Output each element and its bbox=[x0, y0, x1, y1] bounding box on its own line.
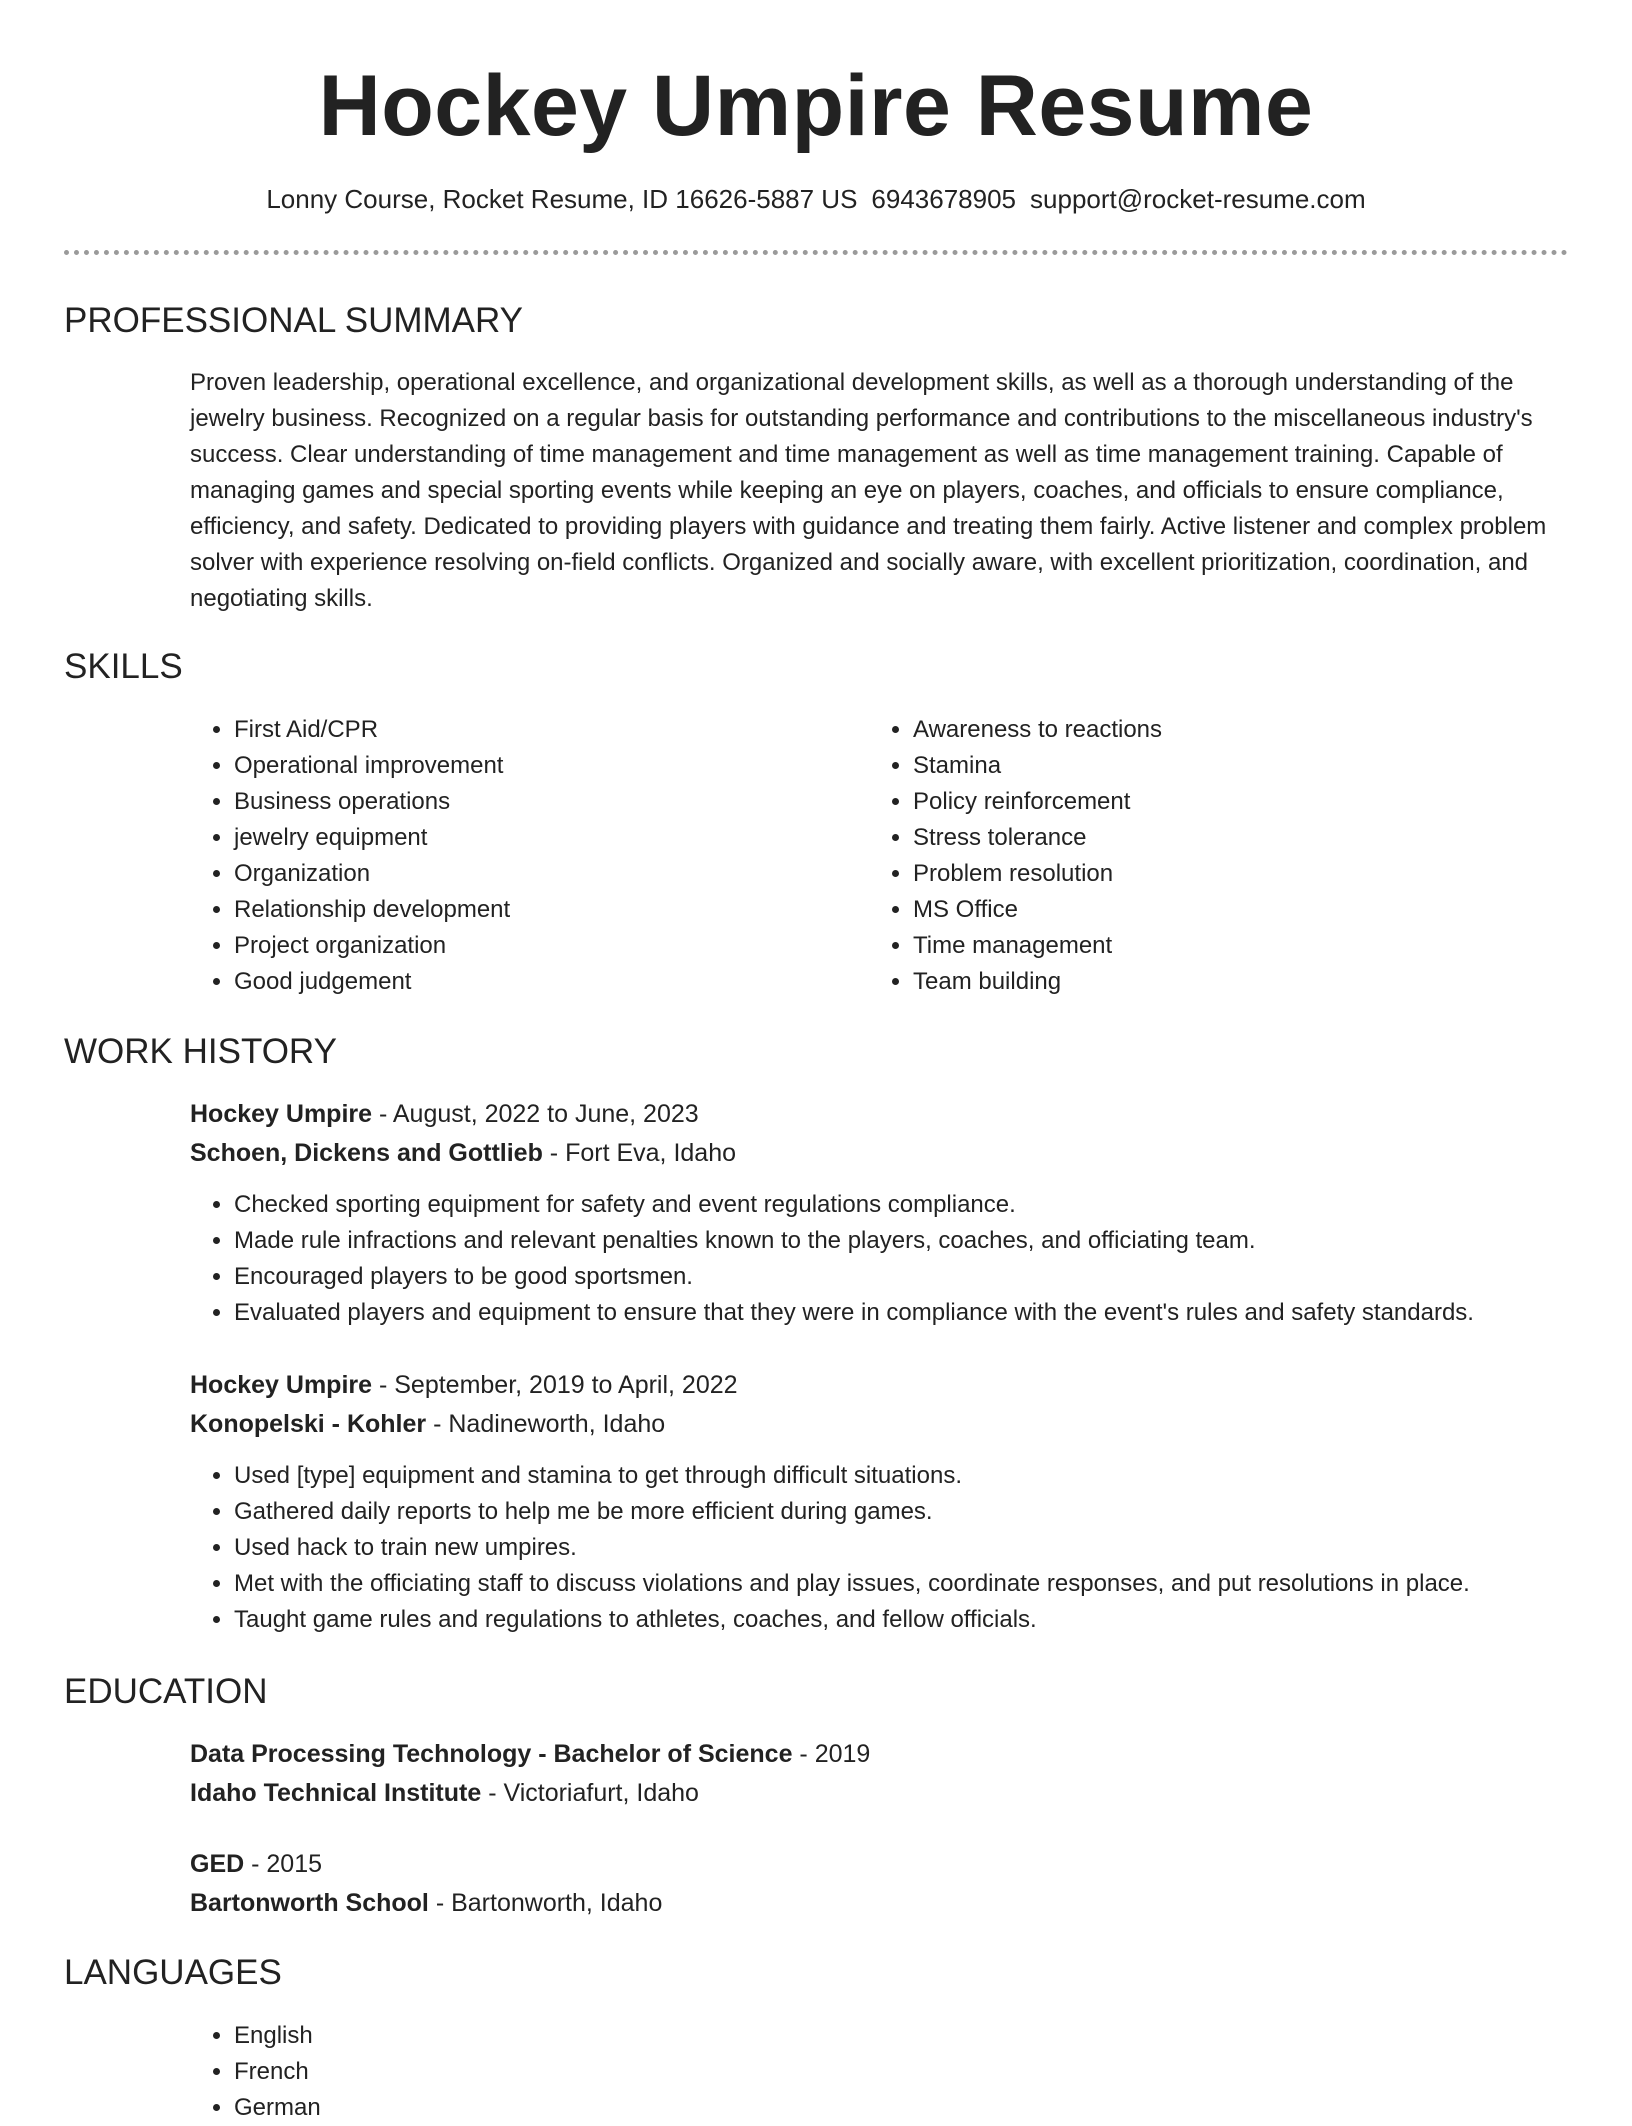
education-school: Idaho Technical Institute bbox=[190, 1779, 482, 1807]
job-duty: • Taught game rules and regulations to athletes, coaches, and fellow officials. bbox=[234, 1602, 1590, 1638]
section-heading-education: EDUCATION bbox=[64, 1672, 268, 1711]
contact-line bbox=[0, 181, 1632, 217]
language-item: • English bbox=[234, 2018, 321, 2054]
skill-item: • Organization bbox=[234, 856, 850, 892]
job-location: - Nadineworth, Idaho bbox=[426, 1410, 666, 1438]
job-duties-list bbox=[0, 1187, 1590, 1331]
contact-email: support@rocket-resume.com bbox=[1030, 184, 1366, 214]
job-company: Schoen, Dickens and Gottlieb bbox=[190, 1139, 543, 1167]
job-entry bbox=[190, 1095, 1590, 1331]
skill-item: • First Aid/CPR bbox=[234, 712, 850, 748]
skill-item: • Policy reinforcement bbox=[913, 784, 1529, 820]
job-duty: • Made rule infractions and relevant penalties known to the players, coaches, and officiating team. bbox=[234, 1223, 1590, 1259]
skill-item: • Stamina bbox=[913, 748, 1529, 784]
language-item: • French bbox=[234, 2054, 321, 2090]
skill-item: • Stress tolerance bbox=[913, 820, 1529, 856]
job-duties-list bbox=[0, 1458, 1590, 1638]
education-location: - Victoriafurt, Idaho bbox=[481, 1779, 699, 1807]
education-entry bbox=[190, 1735, 1490, 1813]
section-heading-skills: SKILLS bbox=[64, 647, 183, 686]
job-title-line bbox=[190, 1095, 1590, 1134]
education-degree-line bbox=[190, 1845, 1490, 1884]
skills-left-column bbox=[190, 712, 850, 1000]
skills-left-list bbox=[190, 712, 850, 1000]
job-dates: - September, 2019 to April, 2022 bbox=[372, 1371, 738, 1399]
job-company-line bbox=[190, 1405, 1590, 1444]
job-duty: • Gathered daily reports to help me be more efficient during games. bbox=[234, 1494, 1590, 1530]
job-duty: • Encouraged players to be good sportsmen. bbox=[234, 1259, 1590, 1295]
skill-item: • Project organization bbox=[234, 928, 850, 964]
job-company: Konopelski - Kohler bbox=[190, 1410, 427, 1438]
skill-item: • Time management bbox=[913, 928, 1529, 964]
education-school: Bartonworth School bbox=[190, 1889, 429, 1917]
job-duty: • Used [type] equipment and stamina to get through difficult situations. bbox=[234, 1458, 1590, 1494]
job-duty: • Checked sporting equipment for safety and event regulations compliance. bbox=[234, 1187, 1590, 1223]
contact-phone: 6943678905 bbox=[871, 184, 1017, 214]
education-location: - Bartonworth, Idaho bbox=[428, 1889, 663, 1917]
job-title: Hockey Umpire bbox=[190, 1371, 373, 1399]
education-school-line bbox=[190, 1884, 1490, 1923]
job-company-line bbox=[190, 1134, 1590, 1173]
education-entry bbox=[190, 1845, 1490, 1923]
skills-right-list bbox=[869, 712, 1529, 1000]
section-heading-work-history: WORK HISTORY bbox=[64, 1032, 337, 1071]
job-duty: • Used hack to train new umpires. bbox=[234, 1530, 1590, 1566]
skill-item: • Operational improvement bbox=[234, 748, 850, 784]
skill-item: • Awareness to reactions bbox=[913, 712, 1529, 748]
education-degree-line bbox=[190, 1735, 1490, 1774]
job-dates: - August, 2022 to June, 2023 bbox=[372, 1100, 699, 1128]
education-year: - 2015 bbox=[244, 1850, 323, 1878]
page-title: Hockey Umpire Resume bbox=[318, 58, 1314, 154]
skill-item: • Business operations bbox=[234, 784, 850, 820]
language-item: • German bbox=[234, 2090, 321, 2126]
summary-text: Proven leadership, operational excellence, and organizational development skills, as well as a thorough understanding of the jewelry business. Recognized on a regular basis for outstanding performance and contributions to the miscellaneous industry's success. Clear understanding of time management and time management as well as time management training. Capable of managing games and special sporting events while keeping an eye on players, coaches, and officials to ensure compliance, efficiency, and safety. Dedicated to providing players with guidance and treating them fairly. Active listener and complex problem solver with experience resolving on-field conflicts. Organized and socially aware, with excellent prioritization, coordination, and negotiating skills. bbox=[190, 369, 1547, 612]
job-duty: • Evaluated players and equipment to ensure that they were in compliance with the event's rules and safety standards. bbox=[234, 1295, 1590, 1331]
section-heading-languages: LANGUAGES bbox=[64, 1953, 282, 1992]
education-degree: GED bbox=[190, 1850, 245, 1878]
job-entry bbox=[190, 1366, 1590, 1638]
header-divider bbox=[64, 250, 1568, 255]
contact-address: Lonny Course, Rocket Resume, ID 16626-5887 US bbox=[266, 184, 858, 214]
job-title-line bbox=[190, 1366, 1590, 1405]
skill-item: • jewelry equipment bbox=[234, 820, 850, 856]
skill-item: • MS Office bbox=[913, 892, 1529, 928]
education-school-line bbox=[190, 1774, 1490, 1813]
education-year: - 2019 bbox=[792, 1740, 871, 1768]
education-degree: Data Processing Technology - Bachelor of Science bbox=[190, 1740, 793, 1768]
skill-item: • Problem resolution bbox=[913, 856, 1529, 892]
skill-item: • Relationship development bbox=[234, 892, 850, 928]
skills-right-column bbox=[869, 712, 1529, 1000]
skill-item: • Good judgement bbox=[234, 964, 850, 1000]
skill-item: • Team building bbox=[913, 964, 1529, 1000]
job-title: Hockey Umpire bbox=[190, 1100, 373, 1128]
section-heading-summary: PROFESSIONAL SUMMARY bbox=[64, 301, 523, 340]
languages-list bbox=[0, 2018, 321, 2126]
job-duty: • Met with the officiating staff to discuss violations and play issues, coordinate responses, and put resolutions in place. bbox=[234, 1566, 1590, 1602]
job-location: - Fort Eva, Idaho bbox=[542, 1139, 736, 1167]
languages-block bbox=[190, 2018, 321, 2126]
